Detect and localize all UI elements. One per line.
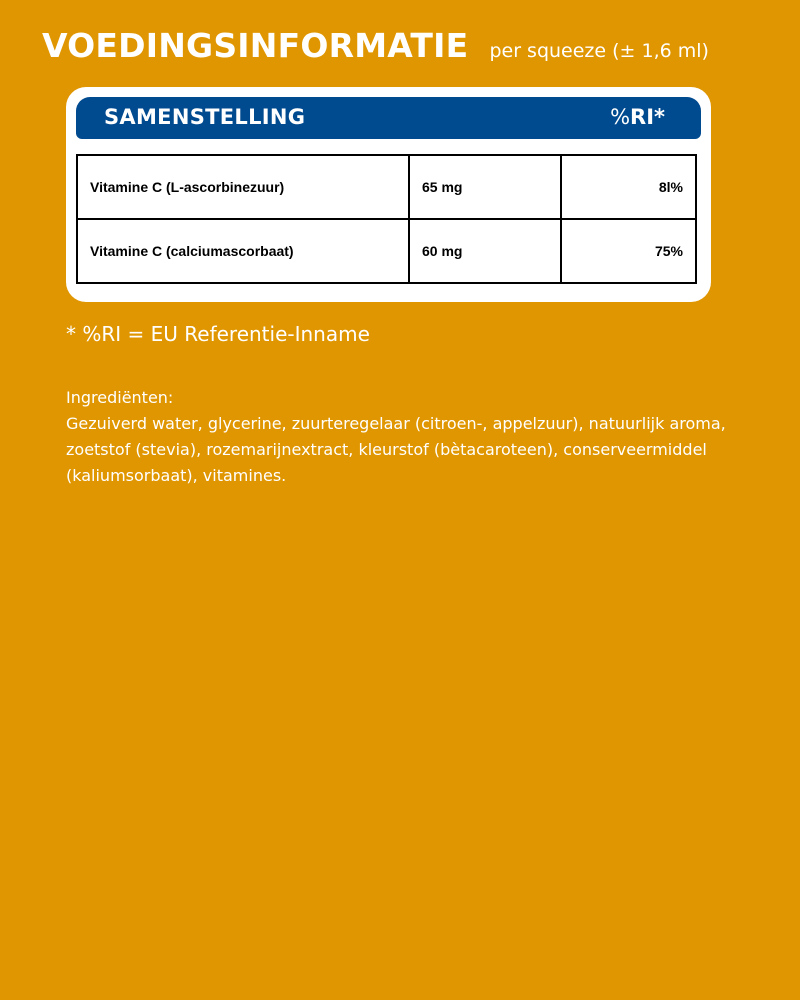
table-row <box>77 155 696 219</box>
title-row <box>42 26 709 65</box>
ingredients-text: Gezuiverd water, glycerine, zuurteregelaar (citroen-, appelzuur), natuurlijk aroma, zoetstof (stevia), rozemarijnextract, kleurstof (bètacaroteen), conserveermiddel (kaliumsorbaat), vitamines. <box>66 414 726 485</box>
nutrition-card <box>66 87 711 302</box>
ingredients-label: Ingrediënten: <box>66 388 174 407</box>
nutrient-amount: 60 mg <box>409 219 561 283</box>
serving-size-subtitle: per squeeze (± 1,6 ml) <box>489 40 709 62</box>
ri-heading <box>610 105 665 129</box>
nutrient-ri: 8l% <box>561 155 696 219</box>
table-header-bar <box>76 97 701 139</box>
nutrient-name: Vitamine C (L-ascorbinezuur) <box>77 155 409 219</box>
ri-footnote: * %RI = EU Referentie-Inname <box>66 322 370 346</box>
nutrition-table <box>76 154 697 284</box>
table-row <box>77 219 696 283</box>
nutrient-name: Vitamine C (calciumascorbaat) <box>77 219 409 283</box>
ri-heading-strong: RI* <box>630 105 665 129</box>
ri-heading-prefix: % <box>610 105 631 129</box>
nutrient-amount: 65 mg <box>409 155 561 219</box>
page-title: VOEDINGSINFORMATIE <box>42 26 469 65</box>
composition-heading: SAMENSTELLING <box>104 105 306 129</box>
nutrient-ri: 75% <box>561 219 696 283</box>
ingredients-block <box>66 385 746 489</box>
